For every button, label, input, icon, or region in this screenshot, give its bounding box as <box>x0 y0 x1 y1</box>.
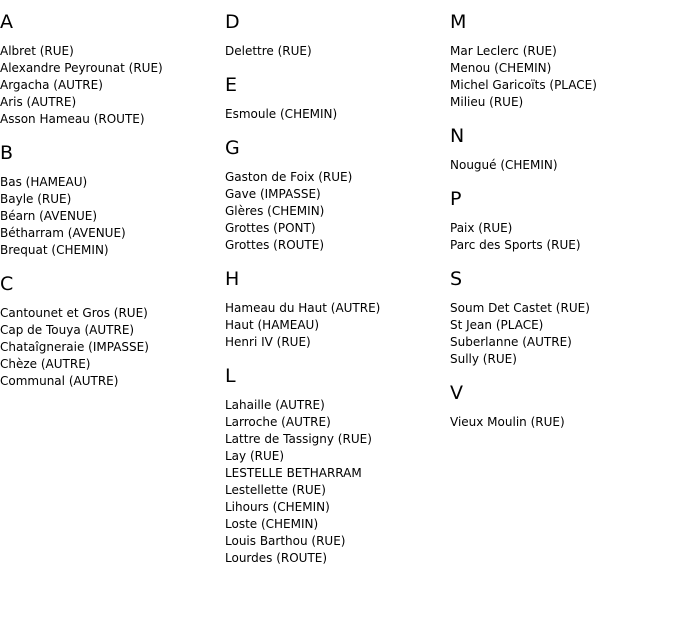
street-item[interactable]: Milieu (RUE) <box>450 95 524 109</box>
street-item[interactable]: Cantounet et Gros (RUE) <box>0 306 148 320</box>
letter-heading: L <box>225 365 236 387</box>
street-item[interactable]: Loste (CHEMIN) <box>225 517 319 531</box>
street-item[interactable]: Alexandre Peyrounat (RUE) <box>0 61 163 75</box>
street-list <box>225 169 450 254</box>
letter-heading: C <box>0 273 14 295</box>
street-item[interactable]: Louis Barthou (RUE) <box>225 534 346 548</box>
street-item[interactable]: Bayle (RUE) <box>0 192 72 206</box>
street-item[interactable]: Soum Det Castet (RUE) <box>450 301 590 315</box>
street-item[interactable]: Mar Leclerc (RUE) <box>450 44 557 58</box>
index-column-3 <box>450 11 675 445</box>
letter-heading: S <box>450 268 463 290</box>
street-list <box>450 43 675 111</box>
letter-group <box>225 137 450 254</box>
street-item[interactable]: Michel Garicoïts (PLACE) <box>450 78 597 92</box>
letter-group <box>225 11 450 60</box>
street-item[interactable]: Delettre (RUE) <box>225 44 312 58</box>
street-item[interactable]: Suberlanne (AUTRE) <box>450 335 572 349</box>
street-item[interactable]: Cap de Touya (AUTRE) <box>0 323 135 337</box>
letter-heading: A <box>0 11 13 33</box>
street-item[interactable]: Lestellette (RUE) <box>225 483 326 497</box>
letter-group <box>450 382 675 431</box>
street-item[interactable]: Bétharram (AVENUE) <box>0 226 126 240</box>
street-item[interactable]: Larroche (AUTRE) <box>225 415 331 429</box>
letter-heading: E <box>225 74 238 96</box>
letter-group <box>450 268 675 368</box>
letter-group <box>450 125 675 174</box>
street-item[interactable]: Chataîgneraie (IMPASSE) <box>0 340 149 354</box>
letter-group <box>0 11 225 128</box>
street-item[interactable]: Argacha (AUTRE) <box>0 78 103 92</box>
letter-group <box>0 142 225 259</box>
street-item[interactable]: Aris (AUTRE) <box>0 95 77 109</box>
street-item[interactable]: Gave (IMPASSE) <box>225 187 321 201</box>
letter-group <box>225 74 450 123</box>
letter-group <box>225 268 450 351</box>
letter-heading: B <box>0 142 14 164</box>
street-item[interactable]: Chèze (AUTRE) <box>0 357 91 371</box>
index-column-2 <box>225 11 450 581</box>
letter-heading: V <box>450 382 463 404</box>
street-item[interactable]: Hameau du Haut (AUTRE) <box>225 301 381 315</box>
street-item[interactable]: Communal (AUTRE) <box>0 374 119 388</box>
street-item[interactable]: Haut (HAMEAU) <box>225 318 320 332</box>
street-item[interactable]: Albret (RUE) <box>0 44 74 58</box>
street-item[interactable]: Glères (CHEMIN) <box>225 204 325 218</box>
street-list <box>225 43 450 60</box>
letter-heading: D <box>225 11 240 33</box>
index-column-1 <box>0 11 225 404</box>
street-item[interactable]: Henri IV (RUE) <box>225 335 311 349</box>
street-item[interactable]: Bas (HAMEAU) <box>0 175 88 189</box>
letter-heading: P <box>450 188 462 210</box>
street-item[interactable]: Brequat (CHEMIN) <box>0 243 109 257</box>
letter-heading: G <box>225 137 240 159</box>
street-item[interactable]: LESTELLE BETHARRAM <box>225 466 362 480</box>
street-item[interactable]: Lourdes (ROUTE) <box>225 551 328 565</box>
street-list <box>225 106 450 123</box>
street-item[interactable]: St Jean (PLACE) <box>450 318 544 332</box>
letter-heading: H <box>225 268 240 290</box>
street-item[interactable]: Sully (RUE) <box>450 352 517 366</box>
street-list <box>0 305 225 390</box>
street-item[interactable]: Esmoule (CHEMIN) <box>225 107 338 121</box>
street-item[interactable]: Béarn (AVENUE) <box>0 209 98 223</box>
street-item[interactable]: Lihours (CHEMIN) <box>225 500 330 514</box>
letter-heading: M <box>450 11 467 33</box>
street-list <box>450 414 675 431</box>
street-item[interactable]: Asson Hameau (ROUTE) <box>0 112 145 126</box>
street-list <box>450 220 675 254</box>
street-item[interactable]: Lattre de Tassigny (RUE) <box>225 432 372 446</box>
street-item[interactable]: Gaston de Foix (RUE) <box>225 170 353 184</box>
letter-heading: N <box>450 125 465 147</box>
letter-group <box>450 188 675 254</box>
street-item[interactable]: Paix (RUE) <box>450 221 513 235</box>
street-item[interactable]: Vieux Moulin (RUE) <box>450 415 565 429</box>
letter-group <box>450 11 675 111</box>
street-list <box>225 397 450 567</box>
street-list <box>0 174 225 259</box>
street-list <box>0 43 225 128</box>
street-item[interactable]: Nougué (CHEMIN) <box>450 158 558 172</box>
street-item[interactable]: Lahaille (AUTRE) <box>225 398 325 412</box>
street-list <box>450 300 675 368</box>
letter-group <box>0 273 225 390</box>
street-list <box>450 157 675 174</box>
street-item[interactable]: Lay (RUE) <box>225 449 285 463</box>
street-item[interactable]: Parc des Sports (RUE) <box>450 238 581 252</box>
street-item[interactable]: Grottes (PONT) <box>225 221 316 235</box>
street-list <box>225 300 450 351</box>
letter-group <box>225 365 450 567</box>
street-item[interactable]: Grottes (ROUTE) <box>225 238 325 252</box>
street-item[interactable]: Menou (CHEMIN) <box>450 61 552 75</box>
